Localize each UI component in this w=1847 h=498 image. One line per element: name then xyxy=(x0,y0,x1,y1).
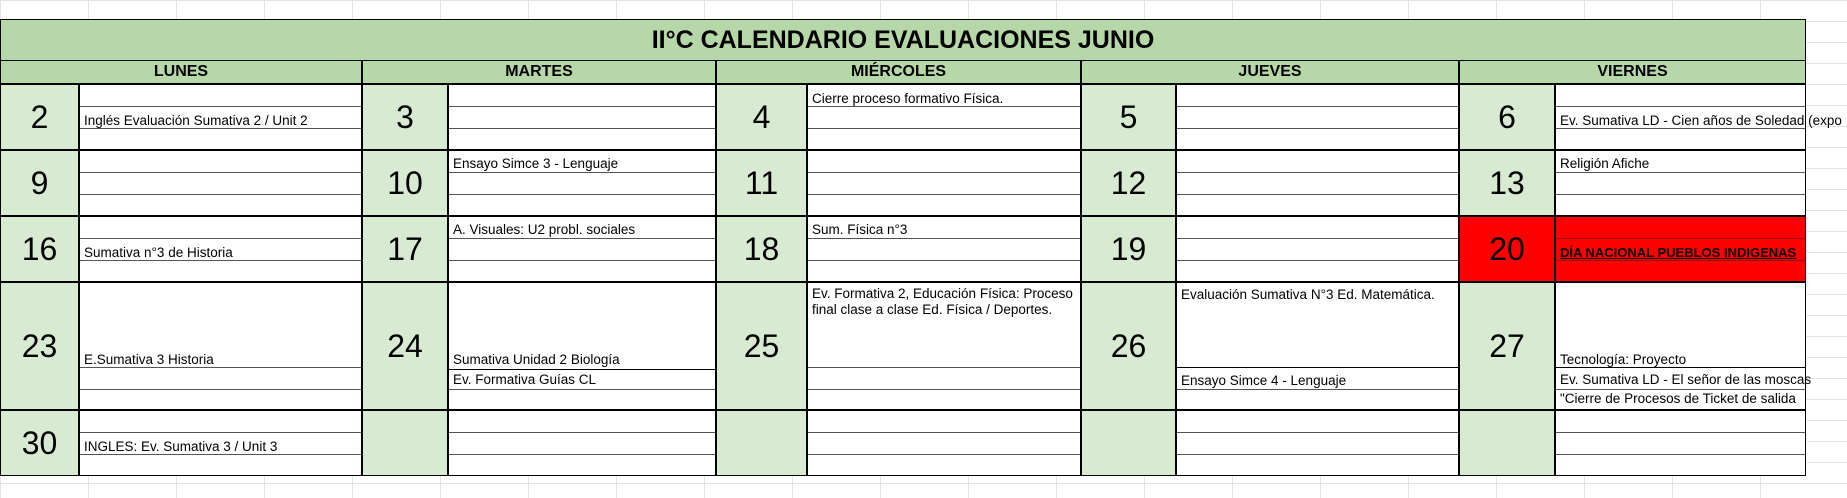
day-header-jueves[interactable]: JUEVES xyxy=(1081,61,1459,84)
event-cell[interactable] xyxy=(807,150,1081,216)
day-number-cell[interactable] xyxy=(1459,410,1555,476)
event-cell[interactable] xyxy=(448,216,716,282)
day-number-cell[interactable]: 19 xyxy=(1081,216,1176,282)
event-text: "Cierre de Procesos de Ticket de salida xyxy=(1560,391,1796,406)
event-cell[interactable] xyxy=(1176,216,1459,282)
event-cell[interactable] xyxy=(1176,150,1459,216)
day-number-cell[interactable]: 10 xyxy=(362,150,448,216)
event-text: Ev. Formativa 2, Educación Física: Proceso final clase a clase Ed. Física / Deportes. xyxy=(812,286,1073,317)
day-number-cell[interactable]: 23 xyxy=(0,282,79,410)
event-cell[interactable] xyxy=(79,150,362,216)
event-text: Ensayo Simce 4 - Lenguaje xyxy=(1181,373,1347,388)
event-cell[interactable] xyxy=(1555,84,1842,150)
day-number-cell[interactable]: 4 xyxy=(716,84,807,150)
event-cell[interactable] xyxy=(1176,282,1459,410)
event-cell[interactable] xyxy=(1555,410,1806,476)
event-cell[interactable] xyxy=(807,216,1081,282)
event-text: Tecnología: Proyecto xyxy=(1560,352,1687,367)
day-number-cell[interactable]: 12 xyxy=(1081,150,1176,216)
day-number-cell[interactable]: 16 xyxy=(0,216,79,282)
day-number-cell[interactable]: 6 xyxy=(1459,84,1555,150)
event-text: Religión Afiche xyxy=(1560,156,1650,171)
event-cell[interactable] xyxy=(1555,282,1812,410)
event-cell[interactable] xyxy=(79,410,362,476)
event-text: Ev. Formativa Guías CL xyxy=(453,372,597,387)
day-number-cell[interactable]: 24 xyxy=(362,282,448,410)
event-cell[interactable] xyxy=(807,410,1081,476)
day-number-cell[interactable]: 13 xyxy=(1459,150,1555,216)
event-cell[interactable] xyxy=(79,84,362,150)
event-cell[interactable] xyxy=(1176,84,1459,150)
event-text: A. Visuales: U2 probl. sociales xyxy=(453,222,636,237)
event-text: INGLES: Ev. Sumativa 3 / Unit 3 xyxy=(84,439,278,454)
holiday-event-cell[interactable] xyxy=(1555,216,1806,282)
event-cell[interactable] xyxy=(807,84,1081,150)
event-text: Sumativa n°3 de Historia xyxy=(84,245,233,260)
event-cell[interactable] xyxy=(79,216,362,282)
day-number-cell[interactable]: 17 xyxy=(362,216,448,282)
day-number-cell[interactable]: 5 xyxy=(1081,84,1176,150)
day-number-cell[interactable]: 30 xyxy=(0,410,79,476)
day-header-martes[interactable]: MARTES xyxy=(362,61,716,84)
event-cell[interactable] xyxy=(79,282,362,410)
day-number-cell[interactable] xyxy=(1081,410,1176,476)
event-text: Ev. Sumativa LD - Cien años de Soledad (expo xyxy=(1560,113,1842,128)
event-cell[interactable] xyxy=(448,410,716,476)
event-cell[interactable] xyxy=(448,150,716,216)
day-number-cell[interactable] xyxy=(362,410,448,476)
event-text: Ensayo Simce 3 - Lenguaje xyxy=(453,156,619,171)
day-number-cell[interactable] xyxy=(716,410,807,476)
event-text: Evaluación Sumativa N°3 Ed. Matemática. xyxy=(1181,287,1435,302)
event-text: Inglés Evaluación Sumativa 2 / Unit 2 xyxy=(84,113,308,128)
event-text: E.Sumativa 3 Historia xyxy=(84,352,214,367)
event-cell[interactable] xyxy=(807,282,1081,410)
day-number-cell[interactable]: 3 xyxy=(362,84,448,150)
day-number-cell[interactable]: 9 xyxy=(0,150,79,216)
event-text: Sumativa Unidad 2 Biología xyxy=(453,352,620,367)
day-number-cell[interactable]: 11 xyxy=(716,150,807,216)
event-text: Cierre proceso formativo Física. xyxy=(812,91,1004,106)
day-header-viernes[interactable]: VIERNES xyxy=(1459,61,1806,84)
day-number-cell[interactable]: 2 xyxy=(0,84,79,150)
holiday-text: DÍA NACIONAL PUEBLOS INDIGENAS xyxy=(1560,245,1797,260)
day-number-cell[interactable]: 27 xyxy=(1459,282,1555,410)
day-header-miercoles[interactable]: MIÉRCOLES xyxy=(716,61,1081,84)
event-cell[interactable] xyxy=(1176,410,1459,476)
holiday-day-number[interactable]: 20 xyxy=(1459,216,1555,282)
day-number-cell[interactable]: 26 xyxy=(1081,282,1176,410)
calendar-title[interactable]: II°C CALENDARIO EVALUACIONES JUNIO xyxy=(0,19,1806,61)
day-number-cell[interactable]: 25 xyxy=(716,282,807,410)
event-cell[interactable] xyxy=(448,84,716,150)
event-cell[interactable] xyxy=(1555,150,1806,216)
day-header-lunes[interactable]: LUNES xyxy=(0,61,362,84)
day-number-cell[interactable]: 18 xyxy=(716,216,807,282)
event-text: Sum. Física n°3 xyxy=(812,222,908,237)
event-cell[interactable] xyxy=(448,282,716,410)
event-text: Ev. Sumativa LD - El señor de las moscas xyxy=(1560,372,1812,387)
